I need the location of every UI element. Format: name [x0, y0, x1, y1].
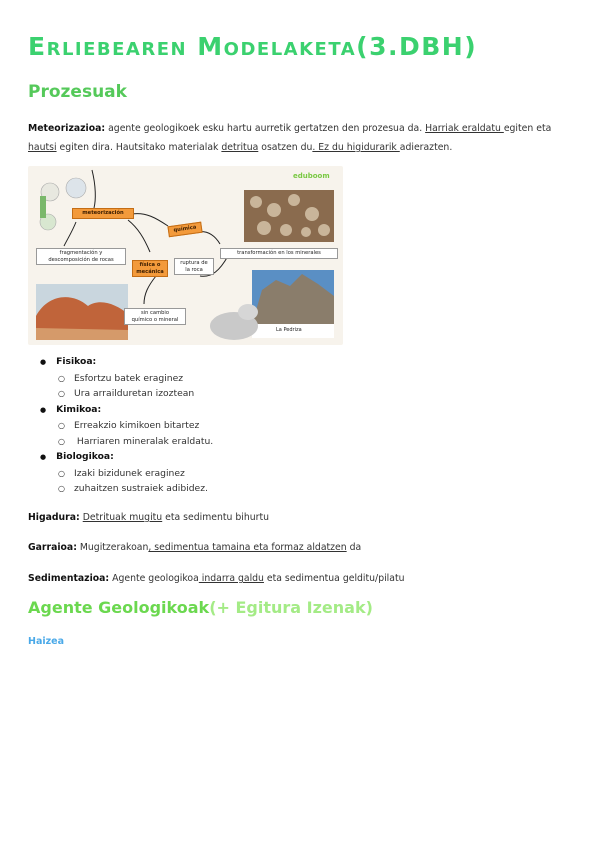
label-ruptura: ruptura de la roca: [174, 258, 214, 275]
list-head-fisikoa: Fisikoa:: [56, 356, 97, 367]
arrow-icon: [196, 232, 220, 245]
list-item: ○ Ura arrailduretan izoztean: [58, 386, 213, 402]
sublist: [40, 418, 213, 449]
ground-shape: [36, 328, 128, 340]
arrow-icon: [92, 170, 95, 208]
label-fisica: física o mecánica: [132, 260, 168, 277]
label-quimica: química: [167, 222, 202, 237]
underlined-text: hautsi: [28, 142, 57, 153]
list-item: ○ Erreakzio kimikoen bitartez: [58, 418, 213, 434]
section-heading-haizea: Haizea: [28, 636, 65, 647]
page-title: Erliebearen Modelaketa(3.DBH): [28, 32, 478, 61]
label-fragmentacion: fragmentación y descomposición de rocas: [36, 248, 126, 265]
text-span: egiten dira. Hautsitako materialak: [56, 142, 222, 153]
arrow-icon: [144, 276, 156, 304]
sublist: [40, 466, 213, 497]
heading-main: Agente Geologikoak: [28, 598, 210, 617]
list-head-kimikoa: Kimikoa:: [56, 403, 102, 415]
text-span: eta sedimentu bihurtu: [162, 512, 270, 523]
paragraph-garraioa: [28, 538, 576, 557]
text-span: adierazten.: [399, 142, 453, 153]
paragraph-sedimentazioa: [28, 569, 576, 588]
list-item: ○ Izaki bizidunek eraginez: [58, 466, 213, 482]
list-item: [40, 402, 213, 450]
weathering-types-list: [40, 354, 213, 497]
label-la-pedriza: La Pedriza: [276, 327, 302, 333]
arrow-icon: [64, 222, 76, 246]
term-sedimentazioa: Sedimentazioa:: [28, 573, 110, 584]
text-span: osatzen du: [258, 142, 313, 153]
list-item: ○ zuhaitzen sustraiek adibidez.: [58, 481, 213, 497]
ice-icon: [66, 178, 86, 198]
text-span: da: [346, 542, 362, 553]
term-meteorizazioa: Meteorizazioa:: [28, 123, 106, 134]
underlined-text: detritua: [221, 142, 259, 153]
list-item: ○ Esfortzu batek eraginez: [58, 371, 213, 387]
meteorization-diagram: [28, 166, 343, 345]
list-item: [40, 449, 213, 497]
arrow-icon: [128, 220, 150, 252]
plant-stem-icon: [40, 196, 46, 218]
eduboom-logo: eduboom: [293, 172, 330, 180]
underlined-text: Detrituak mugitu: [82, 512, 163, 523]
underlined-text: Harriak eraldatu: [425, 123, 504, 134]
paragraph-higadura: [28, 508, 576, 527]
label-transformacion: transformación en los minerales: [220, 248, 338, 259]
paragraph-meteorizazioa: [28, 119, 576, 157]
underlined-text: . Ez du higidurarik: [312, 142, 400, 153]
underlined-text: , sedimentua tamaina eta formaz aldatzen: [148, 542, 347, 553]
heading-extra: (+ Egitura Izenak): [209, 598, 373, 617]
label-meteorizacion: meteorización: [72, 208, 134, 219]
text-span: Agente geologikoa: [109, 573, 199, 584]
label-sin-cambio: sin cambio químico o mineral: [124, 308, 186, 325]
list-head-biologikoa: Biologikoa:: [56, 451, 114, 462]
arrow-icon: [132, 214, 168, 226]
text-span: egiten eta: [503, 123, 552, 134]
term-garraioa: Garraioa:: [28, 542, 77, 553]
rock-fragments-icon: [238, 304, 258, 320]
text-span: eta sedimentua gelditu/pilatu: [263, 573, 405, 584]
section-heading-agente-geologikoak: [28, 598, 373, 617]
list-item: ○ Harriaren mineralak eraldatu.: [58, 434, 213, 450]
sublist: [40, 371, 213, 402]
text-span: Mugitzerakoan: [76, 542, 149, 553]
section-heading-prozesuak: Prozesuak: [28, 82, 127, 102]
list-item: [40, 354, 213, 402]
text-span: agente geologikoek esku hartu aurretik gertatzen den prozesua da.: [105, 123, 426, 134]
underlined-text: indarra galdu: [198, 573, 264, 584]
term-higadura: Higadura:: [28, 512, 80, 523]
